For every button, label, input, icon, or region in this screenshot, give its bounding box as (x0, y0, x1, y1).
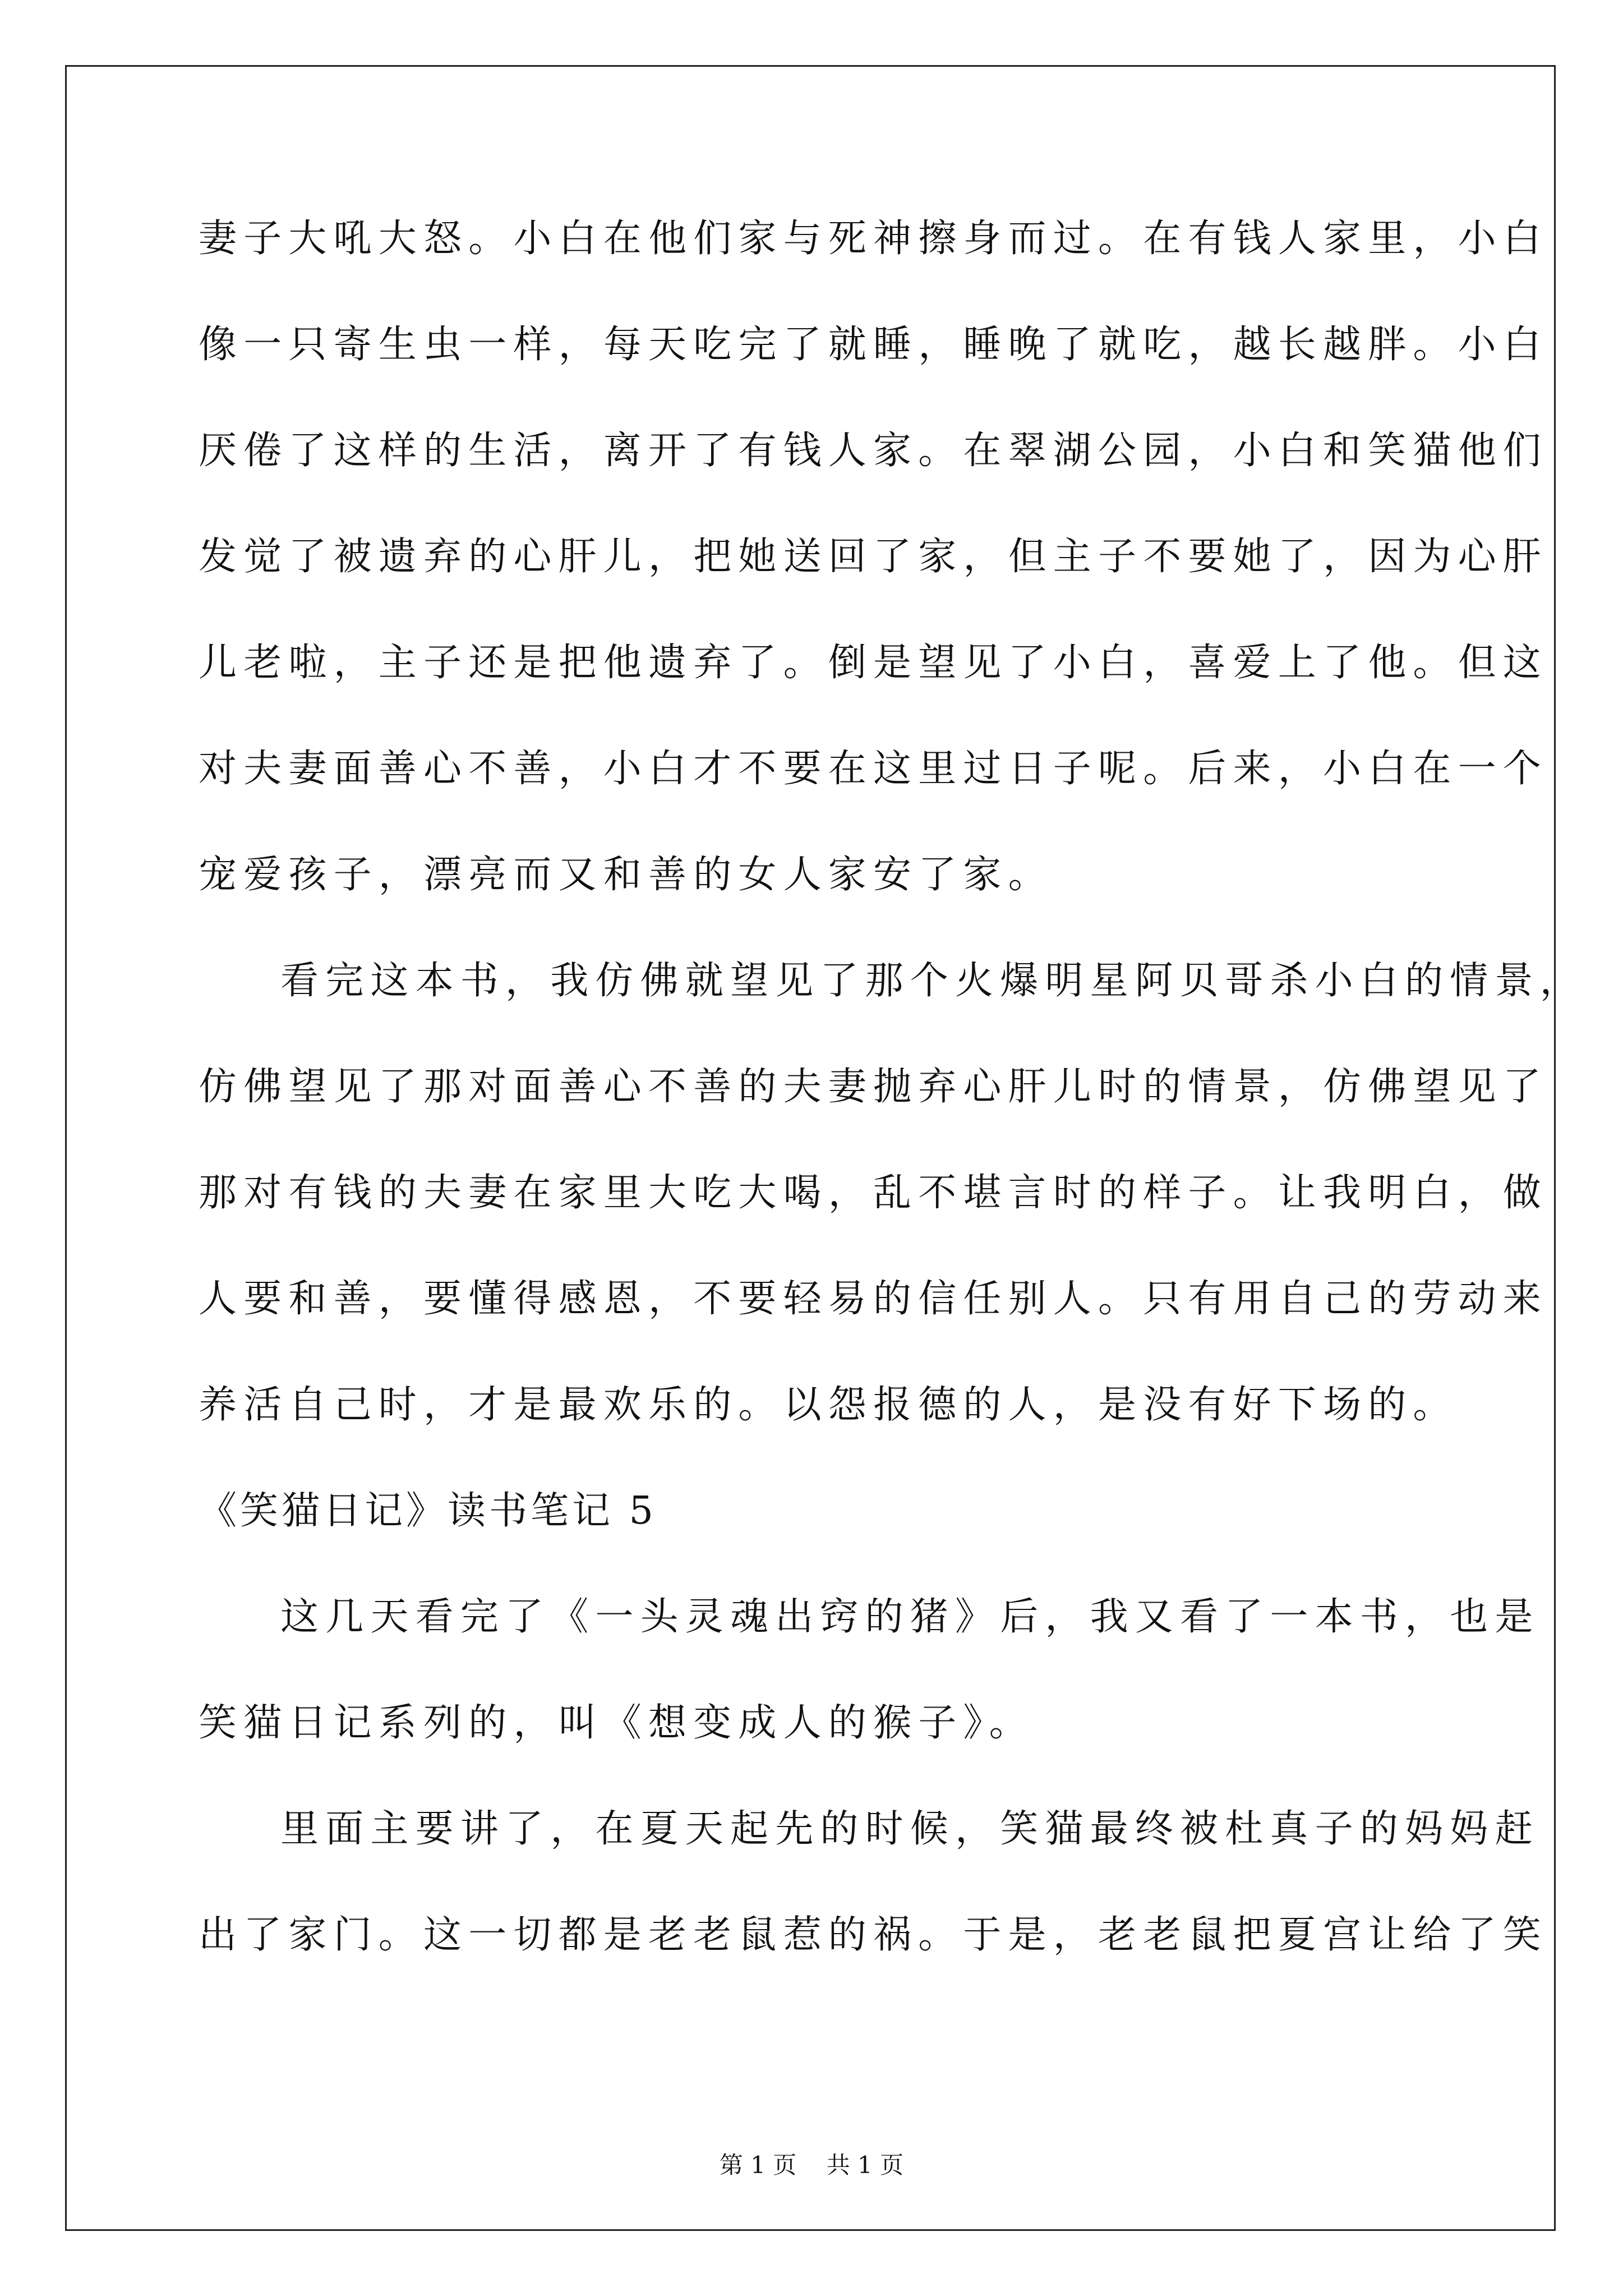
text-line-11: 人要和善，要懂得感恩，不要轻易的信任别人。只有用自己的劳动来 (199, 1277, 1548, 1321)
page-footer: 第 1 页 共 1 页 (719, 2151, 904, 2179)
text-line-14: 这几天看完了《一头灵魂出窍的猪》后，我又看了一本书，也是 (280, 1595, 1540, 1639)
text-line-7: 宠爱孩子，漂亮而又和善的女人家安了家。 (199, 853, 1053, 897)
text-line-4: 发觉了被遗弃的心肝儿，把她送回了家，但主子不要她了，因为心肝 (199, 535, 1548, 579)
text-line-10: 那对有钱的夫妻在家里大吃大喝，乱不堪言时的样子。让我明白，做 (199, 1171, 1548, 1215)
section-heading: 《笑猫日记》读书笔记 5 (199, 1489, 657, 1533)
text-line-3: 厌倦了这样的生活，离开了有钱人家。在翠湖公园，小白和笑猫他们 (199, 429, 1548, 473)
text-line-6: 对夫妻面善心不善，小白才不要在这里过日子呢。后来，小白在一个 (199, 747, 1548, 791)
text-line-16: 里面主要讲了，在夏天起先的时候，笑猫最终被杜真子的妈妈赶 (280, 1807, 1540, 1851)
text-line-8: 看完这本书，我仿佛就望见了那个火爆明星阿贝哥杀小白的情景， (280, 959, 1585, 1003)
text-line-17: 出了家门。这一切都是老老鼠惹的祸。于是，老老鼠把夏宫让给了笑 (199, 1913, 1548, 1957)
text-line-5: 儿老啦，主子还是把他遗弃了。倒是望见了小白，喜爱上了他。但这 (199, 641, 1548, 685)
text-line-12: 养活自己时，才是最欢乐的。以怨报德的人，是没有好下场的。 (199, 1383, 1458, 1427)
text-line-1: 妻子大吼大怒。小白在他们家与死神擦身而过。在有钱人家里，小白 (199, 217, 1548, 261)
document-body (199, 209, 1585, 2011)
text-line-2: 像一只寄生虫一样，每天吃完了就睡，睡晚了就吃，越长越胖。小白 (199, 323, 1548, 367)
text-line-15: 笑猫日记系列的，叫《想变成人的猴子》。 (199, 1701, 1034, 1745)
text-line-9: 仿佛望见了那对面善心不善的夫妻抛弃心肝儿时的情景，仿佛望见了 (199, 1065, 1548, 1109)
